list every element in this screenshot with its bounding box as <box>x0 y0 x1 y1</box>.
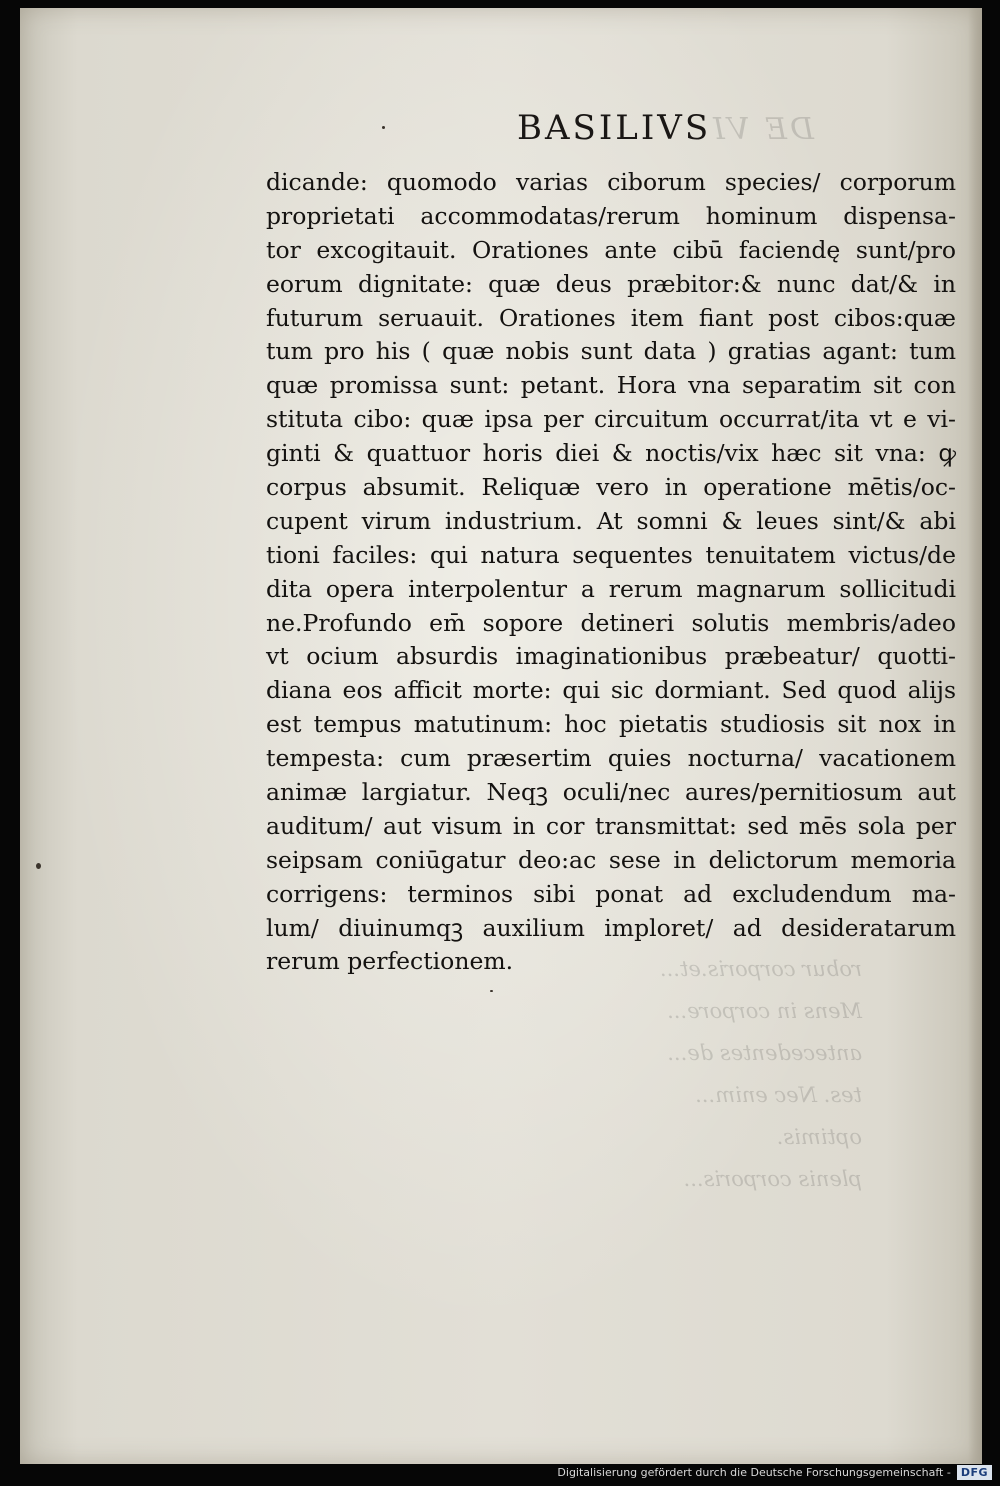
show-through-line: Mens in corpore... <box>667 999 862 1023</box>
text-line: tioni faciles: qui natura sequentes tenuitatem victus/de <box>266 540 956 569</box>
text-line: vt ocium absurdis imaginationibus præbeatur/ quotti- <box>266 642 956 671</box>
text-line: futurum seruauit. Orationes item fiant post cibos:quæ <box>266 303 956 332</box>
text-line: corrigens: terminos sibi ponat ad excludendum ma- <box>266 879 956 908</box>
digitization-footer <box>557 1465 992 1480</box>
text-line: animæ largiatur. Neqꝫ oculi/nec aures/pernitiosum aut <box>266 778 956 807</box>
text-line: dicande: quomodo varias ciborum species/ corporum <box>266 168 956 196</box>
text-line: cupent virum industrium. At somni & leues sint/& abi <box>266 506 956 535</box>
text-line: dita opera interpolentur a rerum magnarum sollicitudi <box>266 574 956 603</box>
show-through-line: robur corporis.et... <box>660 957 862 981</box>
body-text <box>266 166 956 979</box>
text-line: est tempus matutinum: hoc pietatis studiosis sit nox in <box>266 710 956 739</box>
text-line: lum/ diuinumqꝫ auxilium imploret/ ad desideratarum <box>266 913 956 942</box>
running-header: BASILIVS <box>517 108 712 148</box>
text-line: eorum dignitate: quæ deus præbitor:& nunc dat/& in <box>266 269 956 298</box>
text-line: diana eos afficit morte: qui sic dormiant. Sed quod alijs <box>266 676 956 705</box>
ink-speck <box>490 990 493 992</box>
show-through-line: tes. Nec enim... <box>695 1083 862 1107</box>
show-through-line: plenis corporis... <box>683 1167 862 1191</box>
show-through-text <box>660 948 862 1200</box>
ink-speck <box>382 126 385 129</box>
text-line: tum pro his ( quæ nobis sunt data ) gratias agant: tum <box>266 337 956 366</box>
book-page <box>20 8 982 1464</box>
show-through-line: optimis. <box>776 1125 862 1149</box>
text-line: tempesta: cum præsertim quies nocturna/ vacationem <box>266 744 956 773</box>
text-line: ne.Profundo em̄ sopore detineri solutis membris/adeo <box>266 608 956 637</box>
text-line: proprietati accommodatas/rerum hominum dispensa- <box>266 201 956 230</box>
text-line: seipsam coniūgatur deo:ac sese in delictorum memoria <box>266 845 956 874</box>
page-edge-shadow <box>968 8 982 1464</box>
show-through-line: antecedentes de... <box>667 1041 862 1065</box>
text-line: ginti & quattuor horis diei & noctis/vix hæc sit vna: ꝙ <box>266 439 956 468</box>
footer-credit: Digitalisierung gefördert durch die Deutsche Forschungsgemeinschaft - <box>557 1466 951 1479</box>
text-line: stituta cibo: quæ ipsa per circuitum occurrat/ita vt e vi- <box>266 405 956 434</box>
text-line: auditum/ aut visum in cor transmittat: sed mēs sola per <box>266 811 956 840</box>
text-line: quæ promissa sunt: petant. Hora vna separatim sit con <box>266 371 956 400</box>
ink-speck <box>36 863 41 869</box>
text-line: corpus absumit. Reliquæ vero in operatione mētis/oc- <box>266 473 956 502</box>
text-line: tor excogitauit. Orationes ante cibū faciendę sunt/pro <box>266 235 956 264</box>
dfg-logo[interactable]: DFG <box>957 1465 992 1480</box>
text-line: rerum perfectionem. <box>266 947 514 976</box>
show-through-header: DE VI <box>710 112 815 147</box>
